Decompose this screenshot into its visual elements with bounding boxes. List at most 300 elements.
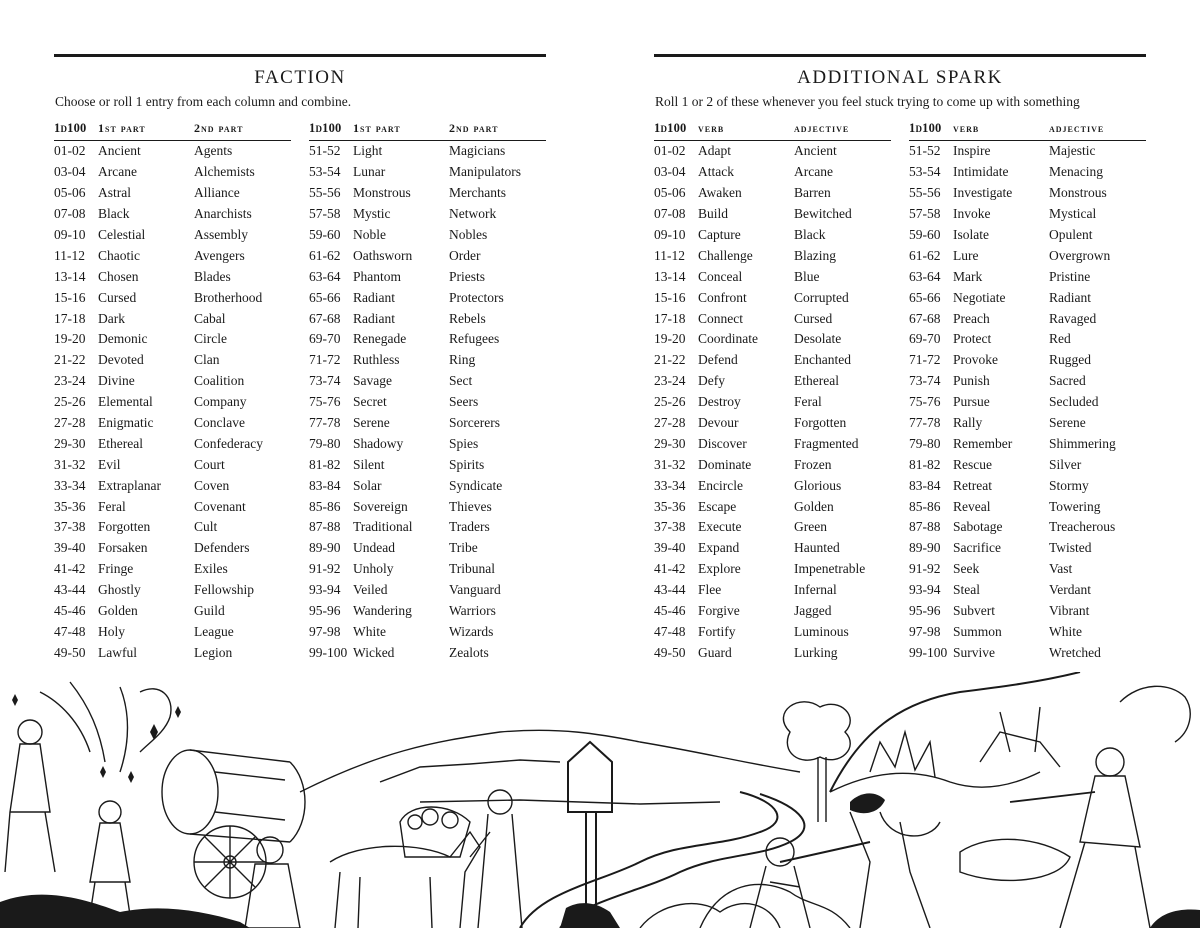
second-entry: Golden: [794, 498, 834, 514]
second-entry: Towering: [1049, 498, 1101, 514]
roll-range: 53-54: [309, 164, 341, 180]
table-header: [309, 119, 546, 141]
second-entry: Majestic: [1049, 143, 1096, 159]
second-entry: Alchemists: [194, 164, 255, 180]
roll-range: 31-32: [54, 456, 86, 472]
roll-range: 61-62: [909, 247, 941, 263]
table-row: [909, 642, 1146, 663]
second-entry: Tribe: [449, 540, 478, 556]
column-header: 1d100: [309, 121, 342, 135]
table-row: [654, 454, 891, 475]
first-entry: Execute: [698, 519, 742, 535]
first-entry: Fringe: [98, 561, 134, 577]
first-entry: Reveal: [953, 498, 991, 514]
table-row: [309, 350, 546, 371]
second-entry: Stormy: [1049, 477, 1089, 493]
first-entry: Negotiate: [953, 289, 1006, 305]
first-entry: Traditional: [353, 519, 413, 535]
table-row: [54, 496, 291, 517]
first-entry: Chaotic: [98, 247, 140, 263]
second-entry: Ravaged: [1049, 310, 1097, 326]
first-entry: Golden: [98, 603, 138, 619]
roll-range: 67-68: [309, 310, 341, 326]
first-entry: Remember: [953, 435, 1013, 451]
first-entry: Dark: [98, 310, 125, 326]
second-entry: Haunted: [794, 540, 840, 556]
first-entry: Escape: [698, 498, 737, 514]
column-header: 2nd part: [194, 121, 244, 135]
roll-range: 51-52: [309, 143, 341, 159]
spark-page: [654, 54, 1146, 679]
roll-range: 89-90: [909, 540, 941, 556]
roll-range: 93-94: [309, 582, 341, 598]
roll-range: 97-98: [309, 623, 341, 639]
second-entry: Network: [449, 206, 497, 222]
roll-range: 23-24: [654, 373, 686, 389]
second-entry: Blue: [794, 268, 820, 284]
table-row: [54, 454, 291, 475]
second-entry: Spies: [449, 435, 479, 451]
roll-range: 07-08: [54, 206, 86, 222]
table-row: [654, 621, 891, 642]
second-entry: Black: [794, 227, 826, 242]
roll-range: 57-58: [909, 206, 941, 222]
first-entry: Devour: [698, 415, 739, 431]
second-entry: Spirits: [449, 456, 485, 472]
roll-range: 77-78: [909, 415, 941, 431]
table-row: [309, 308, 546, 329]
second-entry: Frozen: [794, 456, 832, 472]
roll-range: 63-64: [309, 268, 341, 284]
table-row: [309, 329, 546, 350]
second-entry: Order: [449, 247, 481, 263]
second-entry: Conclave: [194, 415, 245, 431]
roll-range: 39-40: [654, 540, 686, 556]
roll-range: 21-22: [654, 352, 686, 368]
roll-range: 61-62: [309, 247, 341, 263]
first-entry: Lure: [953, 247, 979, 263]
table-row: [54, 183, 291, 204]
second-entry: Glorious: [794, 477, 842, 493]
table-row: [54, 245, 291, 266]
roll-range: 71-72: [309, 352, 341, 368]
table-row: [654, 245, 891, 266]
second-entry: Manipulators: [449, 164, 521, 180]
spark-table-col-1: [654, 119, 891, 663]
table-row: [654, 475, 891, 496]
first-entry: Enigmatic: [98, 415, 154, 431]
table-row: [909, 517, 1146, 538]
roll-range: 75-76: [909, 394, 941, 410]
first-entry: White: [353, 623, 386, 639]
second-entry: Feral: [794, 394, 822, 410]
first-entry: Forgive: [698, 603, 740, 619]
second-entry: Anarchists: [194, 206, 252, 222]
second-entry: Brotherhood: [194, 289, 263, 305]
first-entry: Arcane: [98, 164, 137, 180]
second-entry: Wizards: [449, 623, 494, 639]
first-entry: Forgotten: [98, 519, 151, 535]
first-entry: Sacrifice: [953, 540, 1001, 556]
table-row: [909, 559, 1146, 580]
roll-range: 75-76: [309, 394, 341, 410]
roll-range: 71-72: [909, 352, 941, 368]
column-header: verb: [953, 121, 980, 135]
roll-range: 51-52: [909, 143, 941, 159]
roll-range: 11-12: [54, 247, 85, 263]
second-entry: Avengers: [194, 247, 245, 263]
first-entry: Defend: [698, 352, 738, 368]
table-row: [654, 350, 891, 371]
first-entry: Inspire: [953, 143, 991, 159]
roll-range: 83-84: [309, 477, 341, 493]
second-entry: Secluded: [1049, 394, 1099, 410]
second-entry: Seers: [449, 394, 479, 410]
first-entry: Retreat: [953, 477, 992, 493]
first-entry: Veiled: [353, 582, 388, 598]
first-entry: Savage: [353, 373, 392, 389]
roll-range: 55-56: [909, 185, 941, 201]
first-entry: Radiant: [353, 289, 395, 305]
second-entry: Vast: [1049, 561, 1073, 577]
roll-range: 07-08: [654, 206, 686, 222]
second-entry: Enchanted: [794, 352, 851, 368]
first-entry: Seek: [953, 561, 980, 577]
first-entry: Devoted: [98, 352, 144, 368]
second-entry: Lurking: [794, 644, 838, 660]
roll-range: 69-70: [309, 331, 341, 347]
table-row: [654, 204, 891, 225]
second-entry: Traders: [449, 519, 490, 535]
first-entry: Expand: [698, 540, 740, 556]
table-row: [654, 287, 891, 308]
roll-range: 91-92: [909, 561, 941, 577]
spark-intro: Roll 1 or 2 of these whenever you feel stuck trying to come up with something: [655, 94, 1080, 109]
roll-range: 21-22: [54, 352, 86, 368]
second-entry: Priests: [449, 268, 486, 284]
second-entry: Sacred: [1049, 373, 1086, 389]
table-row: [309, 287, 546, 308]
roll-range: 09-10: [54, 227, 86, 242]
first-entry: Rescue: [953, 456, 992, 472]
second-entry: Radiant: [1049, 289, 1091, 305]
roll-range: 87-88: [309, 519, 341, 535]
first-entry: Connect: [698, 310, 743, 326]
table-row: [909, 329, 1146, 350]
first-entry: Secret: [353, 394, 387, 410]
first-entry: Fortify: [698, 623, 736, 639]
table-row: [309, 392, 546, 413]
table-row: [309, 245, 546, 266]
table-row: [54, 642, 291, 663]
roll-range: 65-66: [909, 289, 941, 305]
table-header: [54, 119, 291, 141]
second-entry: Vibrant: [1049, 603, 1090, 619]
roll-range: 73-74: [909, 373, 941, 389]
table-row: [54, 162, 291, 183]
table-row: [909, 183, 1146, 204]
roll-range: 01-02: [654, 143, 686, 159]
table-row: [909, 454, 1146, 475]
spark-tables: [654, 119, 1146, 679]
second-entry: Barren: [794, 185, 831, 201]
first-entry: Awaken: [698, 185, 742, 201]
table-row: [54, 433, 291, 454]
table-row: [654, 141, 891, 162]
first-entry: Investigate: [953, 185, 1013, 201]
table-row: [309, 433, 546, 454]
spark-title: ADDITIONAL SPARK: [797, 67, 1003, 88]
first-entry: Elemental: [98, 394, 153, 410]
first-entry: Solar: [353, 477, 382, 493]
first-entry: Protect: [953, 331, 992, 347]
second-entry: Impenetrable: [794, 561, 866, 577]
column-header: adjective: [794, 121, 850, 135]
faction-page: [54, 54, 546, 679]
second-entry: Company: [194, 394, 247, 410]
roll-range: 87-88: [909, 519, 941, 535]
first-entry: Defy: [698, 373, 725, 389]
first-entry: Flee: [698, 582, 722, 598]
second-entry: Serene: [1049, 415, 1086, 431]
roll-range: 01-02: [54, 143, 86, 159]
table-row: [309, 517, 546, 538]
column-header: adjective: [1049, 121, 1105, 135]
first-entry: Monstrous: [353, 185, 411, 201]
roll-range: 13-14: [54, 268, 86, 284]
roll-range: 41-42: [654, 561, 686, 577]
second-entry: Arcane: [794, 164, 833, 180]
first-entry: Ethereal: [98, 435, 143, 451]
second-entry: Exiles: [194, 561, 228, 577]
table-row: [654, 308, 891, 329]
first-entry: Mark: [953, 268, 983, 284]
second-entry: Infernal: [794, 582, 837, 598]
second-entry: Alliance: [194, 185, 240, 201]
table-row: [309, 475, 546, 496]
first-entry: Build: [698, 206, 729, 222]
table-row: [654, 225, 891, 246]
table-header: [654, 119, 891, 141]
roll-range: 81-82: [909, 456, 941, 472]
first-entry: Guard: [698, 644, 732, 660]
second-entry: Nobles: [449, 227, 488, 242]
second-entry: Assembly: [194, 227, 248, 242]
roll-range: 63-64: [909, 268, 941, 284]
roll-range: 03-04: [654, 164, 686, 180]
column-header: 1d100: [909, 121, 942, 135]
table-row: [54, 225, 291, 246]
first-entry: Wandering: [353, 603, 412, 619]
first-entry: Astral: [98, 185, 131, 201]
roll-range: 37-38: [54, 519, 86, 535]
table-row: [654, 162, 891, 183]
table-row: [654, 642, 891, 663]
table-row: [909, 580, 1146, 601]
table-row: [309, 162, 546, 183]
table-row: [54, 580, 291, 601]
second-entry: Desolate: [794, 331, 842, 347]
second-entry: Forgotten: [794, 415, 847, 431]
roll-range: 91-92: [309, 561, 341, 577]
table-row: [909, 225, 1146, 246]
column-header: verb: [698, 121, 725, 135]
roll-range: 25-26: [654, 394, 686, 410]
first-entry: Noble: [353, 227, 386, 242]
second-entry: Verdant: [1049, 582, 1091, 598]
roll-range: 17-18: [654, 310, 686, 326]
column-header: 2nd part: [449, 121, 499, 135]
roll-range: 05-06: [654, 185, 686, 201]
table-row: [309, 580, 546, 601]
second-entry: Cursed: [794, 310, 833, 326]
table-row: [54, 392, 291, 413]
table-row: [909, 392, 1146, 413]
first-entry: Forsaken: [98, 540, 148, 556]
second-entry: Ancient: [794, 143, 837, 159]
table-row: [309, 225, 546, 246]
table-row: [309, 496, 546, 517]
table-row: [909, 287, 1146, 308]
faction-table-col-1: [54, 119, 291, 663]
first-entry: Phantom: [353, 268, 402, 284]
second-entry: Sect: [449, 373, 473, 389]
table-row: [654, 580, 891, 601]
second-entry: Guild: [194, 603, 225, 619]
table-row: [54, 559, 291, 580]
second-entry: Luminous: [794, 623, 849, 639]
first-entry: Holy: [98, 623, 125, 639]
first-entry: Mystic: [353, 206, 391, 222]
second-entry: Cabal: [194, 310, 226, 326]
second-entry: Rugged: [1049, 352, 1091, 368]
roll-range: 33-34: [654, 477, 686, 493]
first-entry: Rally: [953, 415, 983, 431]
table-row: [909, 308, 1146, 329]
roll-range: 29-30: [54, 435, 86, 451]
roll-range: 37-38: [654, 519, 686, 535]
first-entry: Subvert: [953, 603, 995, 619]
table-row: [54, 517, 291, 538]
second-entry: Circle: [194, 331, 227, 347]
table-row: [309, 559, 546, 580]
table-row: [309, 642, 546, 663]
table-row: [909, 371, 1146, 392]
second-entry: Syndicate: [449, 477, 503, 493]
table-row: [309, 266, 546, 287]
roll-range: 77-78: [309, 415, 341, 431]
first-entry: Renegade: [353, 331, 407, 347]
roll-range: 59-60: [909, 227, 941, 242]
faction-title: FACTION: [254, 67, 346, 88]
roll-range: 47-48: [54, 623, 86, 639]
second-entry: Coalition: [194, 373, 245, 389]
roll-range: 83-84: [909, 477, 941, 493]
roll-range: 85-86: [909, 498, 941, 514]
table-row: [909, 141, 1146, 162]
roll-range: 19-20: [54, 331, 86, 347]
roll-range: 85-86: [309, 498, 341, 514]
column-header: 1d100: [54, 121, 87, 135]
table-row: [309, 601, 546, 622]
roll-range: 79-80: [909, 435, 941, 451]
first-entry: Serene: [353, 415, 390, 431]
second-entry: Overgrown: [1049, 247, 1111, 263]
first-entry: Destroy: [698, 394, 741, 410]
second-entry: Sorcerers: [449, 415, 500, 431]
roll-range: 29-30: [654, 435, 686, 451]
table-row: [654, 433, 891, 454]
top-rule: [54, 54, 546, 57]
first-entry: Feral: [98, 498, 126, 514]
first-entry: Evil: [98, 456, 121, 472]
roll-range: 73-74: [309, 373, 341, 389]
roll-range: 43-44: [654, 582, 686, 598]
table-row: [654, 601, 891, 622]
roll-range: 15-16: [54, 289, 86, 305]
table-row: [654, 392, 891, 413]
table-row: [309, 621, 546, 642]
first-entry: Shadowy: [353, 435, 404, 451]
table-row: [654, 183, 891, 204]
table-row: [654, 559, 891, 580]
table-row: [909, 162, 1146, 183]
second-entry: Blazing: [794, 247, 836, 263]
second-entry: Menacing: [1049, 164, 1103, 180]
roll-range: 81-82: [309, 456, 341, 472]
roll-range: 79-80: [309, 435, 341, 451]
first-entry: Lunar: [353, 164, 386, 180]
column-header: 1st part: [353, 121, 401, 135]
second-entry: Jagged: [794, 603, 832, 619]
roll-range: 65-66: [309, 289, 341, 305]
second-entry: Agents: [194, 143, 233, 159]
faction-intro: Choose or roll 1 entry from each column and combine.: [55, 94, 352, 109]
first-entry: Undead: [353, 540, 395, 556]
roll-range: 39-40: [54, 540, 86, 556]
table-row: [54, 371, 291, 392]
first-entry: Summon: [953, 623, 1002, 639]
table-row: [654, 496, 891, 517]
table-row: [654, 538, 891, 559]
roll-range: 89-90: [309, 540, 341, 556]
first-entry: Demonic: [98, 331, 148, 347]
table-row: [54, 538, 291, 559]
first-entry: Steal: [953, 582, 980, 598]
column-header: 1st part: [98, 121, 146, 135]
table-row: [54, 266, 291, 287]
table-row: [54, 287, 291, 308]
roll-range: 53-54: [909, 164, 941, 180]
table-row: [309, 538, 546, 559]
column-header: 1d100: [654, 121, 687, 135]
second-entry: Green: [794, 519, 827, 535]
roll-range: 47-48: [654, 623, 686, 639]
table-row: [909, 204, 1146, 225]
second-entry: Red: [1049, 331, 1071, 347]
first-entry: Attack: [698, 164, 734, 180]
table-row: [654, 329, 891, 350]
table-row: [909, 601, 1146, 622]
faction-tables: [54, 119, 546, 679]
table-header: [909, 119, 1146, 141]
first-entry: Ancient: [98, 143, 141, 159]
second-entry: Pristine: [1049, 268, 1091, 284]
table-row: [54, 413, 291, 434]
second-entry: Opulent: [1049, 227, 1093, 242]
first-entry: Divine: [98, 373, 135, 389]
roll-range: 55-56: [309, 185, 341, 201]
